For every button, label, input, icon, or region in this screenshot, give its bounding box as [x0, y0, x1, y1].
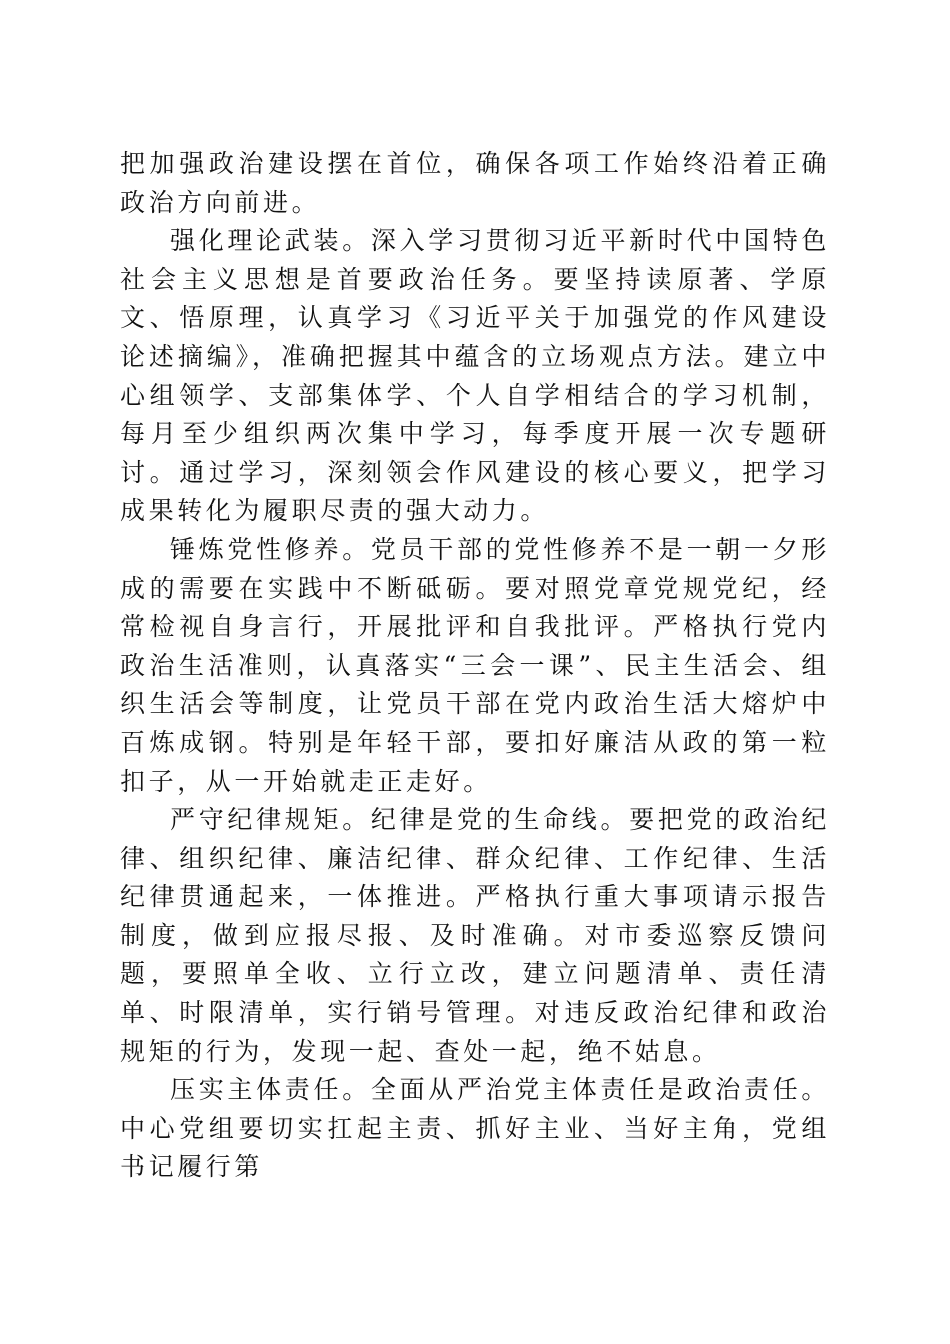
paragraph-discipline: 严守纪律规矩。纪律是党的生命线。要把党的政治纪律、组织纪律、廉洁纪律、群众纪律、工作纪律、生活纪律贯通起来，一体推进。严格执行重大事项请示报告制度，做到应报尽报、及时准确。对市委巡察反馈问题，要照单全收、立行立改，建立问题清单、责任清单、时限清单，实行销号管理。对违反政治纪律和政治规矩的行为，发现一起、查处一起，绝不姑息。: [120, 805, 830, 1066]
paragraph-continuation: 把加强政治建设摆在首位，确保各项工作始终沿着正确政治方向前进。: [120, 149, 830, 217]
document-page: [120, 145, 830, 1187]
paragraph-party-spirit: 锤炼党性修养。党员干部的党性修养不是一朝一夕形成的需要在实践中不断砥砺。要对照党章党规党纪，经常检视自身言行，开展批评和自我批评。严格执行党内政治生活准则，认真落实“三会一课”、民主生活会、组织生活会等制度，让党员干部在党内政治生活大熔炉中百炼成钢。特别是年轻干部，要扣好廉洁从政的第一粒扣子，从一开始就走正走好。: [120, 534, 830, 796]
paragraph-responsibility: 压实主体责任。全面从严治党主体责任是政治责任。中心党组要切实扛起主责、抓好主业、当好主角，党组书记履行第: [120, 1075, 830, 1182]
paragraph-theory-study: 强化理论武装。深入学习贯彻习近平新时代中国特色社会主义思想是首要政治任务。要坚持读原著、学原文、悟原理，认真学习《习近平关于加强党的作风建设论述摘编》，准确把握其中蕴含的立场观点方法。建立中心组领学、支部集体学、个人自学相结合的学习机制，每月至少组织两次集中学习，每季度开展一次专题研讨。通过学习，深刻领会作风建设的核心要义，把学习成果转化为履职尽责的强大动力。: [120, 226, 830, 526]
